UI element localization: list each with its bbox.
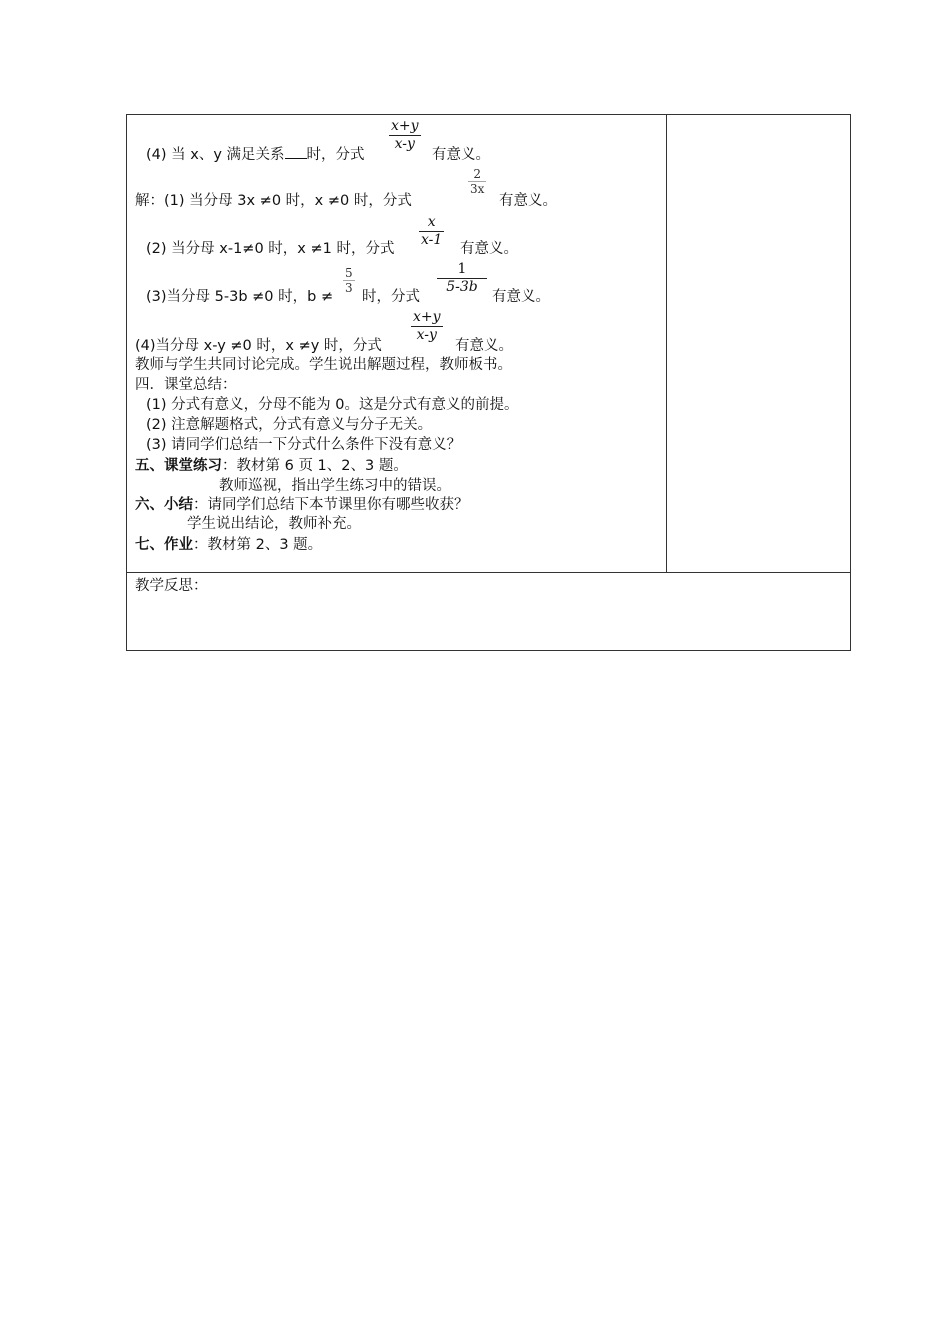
- solution-3: (3)当分母 5-3b ≠0 时，b ≠: [146, 289, 334, 305]
- fraction-s3a: [343, 266, 355, 295]
- fraction-numerator: 5: [345, 266, 353, 280]
- summary-point-3: (3) 请同学们总结一下分式什么条件下没有意义？: [146, 437, 462, 453]
- answer-blank: [285, 146, 307, 159]
- fraction-q4: [389, 118, 421, 153]
- question-4-mid: 时，分式: [306, 147, 365, 163]
- fraction-denominator: x-1: [421, 232, 443, 248]
- solution-2: (2) 当分母 x-1≠0 时，x ≠1 时，分式: [146, 241, 395, 257]
- practice-sub: 教师巡视，指出学生练习中的错误。: [219, 478, 451, 494]
- practice-heading: 五、课堂练习: [135, 458, 222, 474]
- fraction-denominator: 5-3b: [446, 279, 478, 295]
- fraction-numerator: 2: [473, 167, 482, 181]
- fraction-numerator: x: [427, 214, 436, 230]
- fraction-bar: [343, 280, 355, 281]
- practice-line: [135, 457, 408, 475]
- column-divider: [666, 114, 667, 572]
- fraction-denominator: x-y: [416, 327, 437, 343]
- homework-heading: 七、作业: [135, 537, 193, 553]
- wrapup-sub: 学生说出结论，教师补充。: [187, 516, 361, 532]
- fraction-denominator: 3x: [470, 182, 485, 196]
- row-divider: [126, 572, 851, 573]
- reflection-label: 教学反思：: [135, 578, 208, 594]
- summary-point-1: (1) 分式有意义，分母不能为 0。这是分式有意义的前提。: [146, 397, 519, 413]
- homework-text: ：教材第 2、3 题。: [193, 537, 323, 553]
- fraction-s3b: [437, 261, 487, 296]
- question-4-pre: (4) 当 x、y 满足关系: [146, 147, 285, 163]
- fraction-bar: [468, 181, 486, 182]
- solution-4: (4)当分母 x-y ≠0 时，x ≠y 时，分式: [135, 338, 382, 354]
- fraction-denominator: x-y: [394, 136, 415, 152]
- question-4-post: 有意义。: [432, 147, 490, 163]
- fraction-s4: [411, 309, 443, 344]
- solution-4-post: 有意义。: [455, 338, 513, 354]
- wrapup-text: ：请同学们总结下本节课里你有哪些收获？: [193, 497, 469, 513]
- solution-1: 解：(1) 当分母 3x ≠0 时，x ≠0 时，分式: [135, 193, 412, 209]
- wrapup-heading: 六、小结: [135, 497, 193, 513]
- fraction-s2: [419, 214, 444, 249]
- fraction-numerator: 1: [457, 261, 467, 277]
- fraction-s1: [468, 167, 486, 196]
- solution-3-post: 有意义。: [492, 289, 550, 305]
- practice-text: ：教材第 6 页 1、2、3 题。: [222, 458, 408, 474]
- summary-heading: 四．课堂总结：: [135, 377, 237, 393]
- solution-3-mid: 时，分式: [362, 289, 420, 305]
- solution-2-post: 有意义。: [460, 241, 518, 257]
- fraction-numerator: x+y: [413, 309, 441, 325]
- summary-point-2: (2) 注意解题格式，分式有意义与分子无关。: [146, 417, 433, 433]
- solution-1-post: 有意义。: [499, 193, 557, 209]
- homework-line: [135, 536, 322, 554]
- fraction-denominator: 3: [345, 281, 353, 295]
- question-4: [146, 146, 365, 164]
- discussion-note: 教师与学生共同讨论完成。学生说出解题过程，教师板书。: [135, 357, 512, 373]
- wrapup-line: [135, 496, 469, 514]
- fraction-numerator: x+y: [391, 118, 419, 134]
